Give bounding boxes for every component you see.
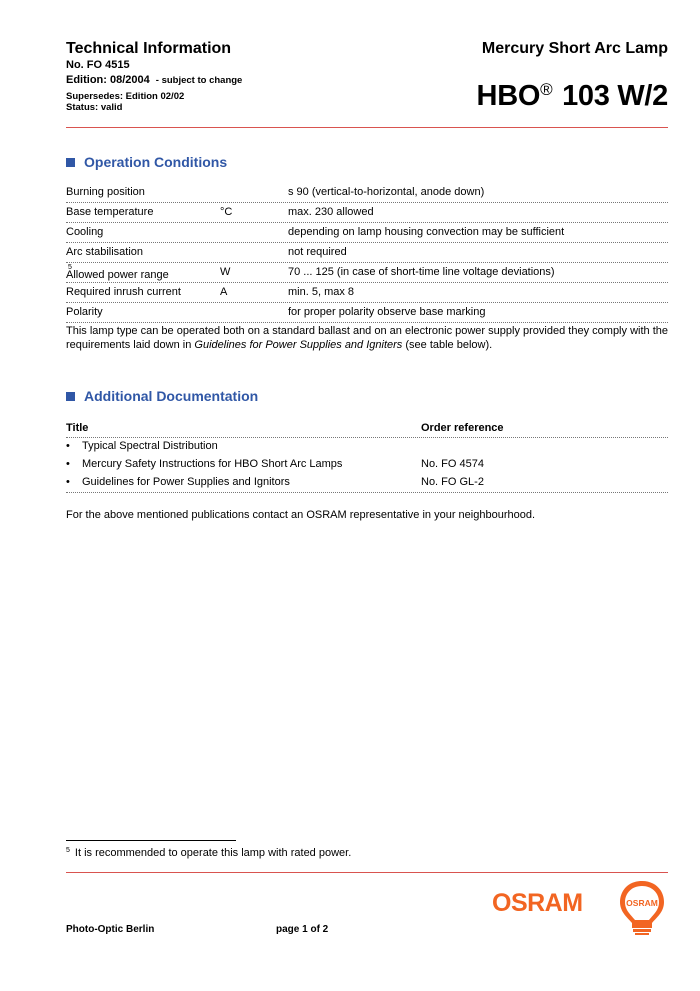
- edition: [66, 74, 242, 86]
- condition-label: Polarity: [66, 306, 103, 318]
- document-type: Technical Information: [66, 40, 232, 57]
- table-row: [66, 283, 668, 303]
- contact-note: For the above mentioned publications contact an OSRAM representative in your neighbourhood.: [66, 509, 536, 521]
- operation-paragraph: [66, 324, 668, 352]
- table-row: [66, 243, 668, 263]
- table-bottom-rule: [66, 492, 668, 493]
- condition-value: s 90 (vertical-to-horizontal, anode down): [288, 186, 485, 198]
- condition-label: Required inrush current: [66, 286, 181, 298]
- condition-value: 70 ... 125 (in case of short-time line voltage deviations): [288, 266, 555, 278]
- document-title: Guidelines for Power Supplies and Ignitors: [82, 476, 290, 488]
- table-header: [66, 419, 668, 438]
- condition-value: depending on lamp housing convection may be sufficient: [288, 226, 565, 238]
- condition-label: Burning position: [66, 186, 145, 198]
- condition-label: Arc stabilisation: [66, 246, 144, 258]
- condition-unit: °C: [220, 206, 233, 218]
- header-divider: [66, 127, 668, 128]
- table-row: [66, 203, 668, 223]
- order-reference: No. FO GL-2: [421, 476, 484, 488]
- footnote-divider: [66, 840, 236, 841]
- paragraph-text-end: (see table below).: [402, 339, 493, 351]
- status: Status: valid: [66, 102, 123, 113]
- condition-label: [66, 264, 169, 281]
- column-header-order: Order reference: [421, 422, 504, 434]
- condition-value: min. 5, max 8: [288, 286, 355, 298]
- document-title: Typical Spectral Distribution: [82, 440, 218, 452]
- section-square-icon: [66, 392, 75, 401]
- footer-divider: [66, 872, 668, 873]
- table-row: [66, 183, 668, 203]
- condition-value: for proper polarity observe base marking: [288, 306, 486, 318]
- product-name-suffix: 103 W/2: [562, 80, 668, 112]
- product-name-prefix: HBO: [476, 80, 541, 112]
- osram-logo-text: OSRAM: [492, 889, 583, 917]
- condition-unit: A: [220, 286, 228, 298]
- section-square-icon: [66, 158, 75, 167]
- footnote: [66, 847, 351, 859]
- page-number: page 1 of 2: [276, 924, 329, 935]
- paragraph-text: This lamp type can be operated both on a standard ballast and on an electronic power supply provided they comply with the requirements laid down in: [66, 325, 668, 351]
- list-item: [66, 456, 668, 474]
- registered-symbol: ®: [540, 80, 553, 99]
- operation-conditions-title: Operation Conditions: [84, 154, 228, 170]
- operation-conditions-table: [66, 183, 668, 323]
- list-item: [66, 474, 668, 492]
- table-row: [66, 263, 668, 283]
- footnote-reference: 5: [68, 264, 72, 271]
- guidelines-reference: Guidelines for Power Supplies and Igniters: [194, 339, 403, 351]
- condition-value: not required: [288, 246, 347, 258]
- footnote-text: It is recommended to operate this lamp with rated power.: [74, 847, 352, 859]
- footnote-marker: 5: [66, 847, 70, 854]
- additional-documentation-title: Additional Documentation: [84, 388, 259, 404]
- order-reference: No. FO 4574: [421, 458, 484, 470]
- additional-documentation-heading: [66, 388, 258, 404]
- edition-text: Edition: 08/2004: [66, 74, 150, 86]
- bullet-icon: •: [66, 440, 70, 452]
- product-category: Mercury Short Arc Lamp: [481, 40, 668, 57]
- bullet-icon: •: [66, 458, 70, 470]
- document-number: No. FO 4515: [66, 59, 130, 71]
- table-row: [66, 223, 668, 243]
- bullet-icon: •: [66, 476, 70, 488]
- condition-label: Base temperature: [66, 206, 154, 218]
- footer-department: Photo-Optic Berlin: [66, 924, 155, 935]
- operation-conditions-heading: [66, 154, 227, 170]
- condition-value: max. 230 allowed: [288, 206, 374, 218]
- documentation-table: [66, 419, 668, 493]
- condition-unit: W: [220, 266, 231, 278]
- osram-bulb-logo-icon: [617, 879, 667, 935]
- osram-logo-mark-text: OSRAM: [626, 898, 658, 908]
- product-name: [477, 80, 668, 113]
- table-row: [66, 303, 668, 323]
- column-header-title: Title: [66, 422, 89, 434]
- condition-label-text: Allowed power range: [66, 269, 169, 281]
- condition-label: Cooling: [66, 226, 104, 238]
- edition-note: - subject to change: [155, 75, 243, 86]
- document-title: Mercury Safety Instructions for HBO Short Arc Lamps: [82, 458, 343, 470]
- supersedes: Supersedes: Edition 02/02: [66, 91, 185, 102]
- list-item: [66, 438, 668, 456]
